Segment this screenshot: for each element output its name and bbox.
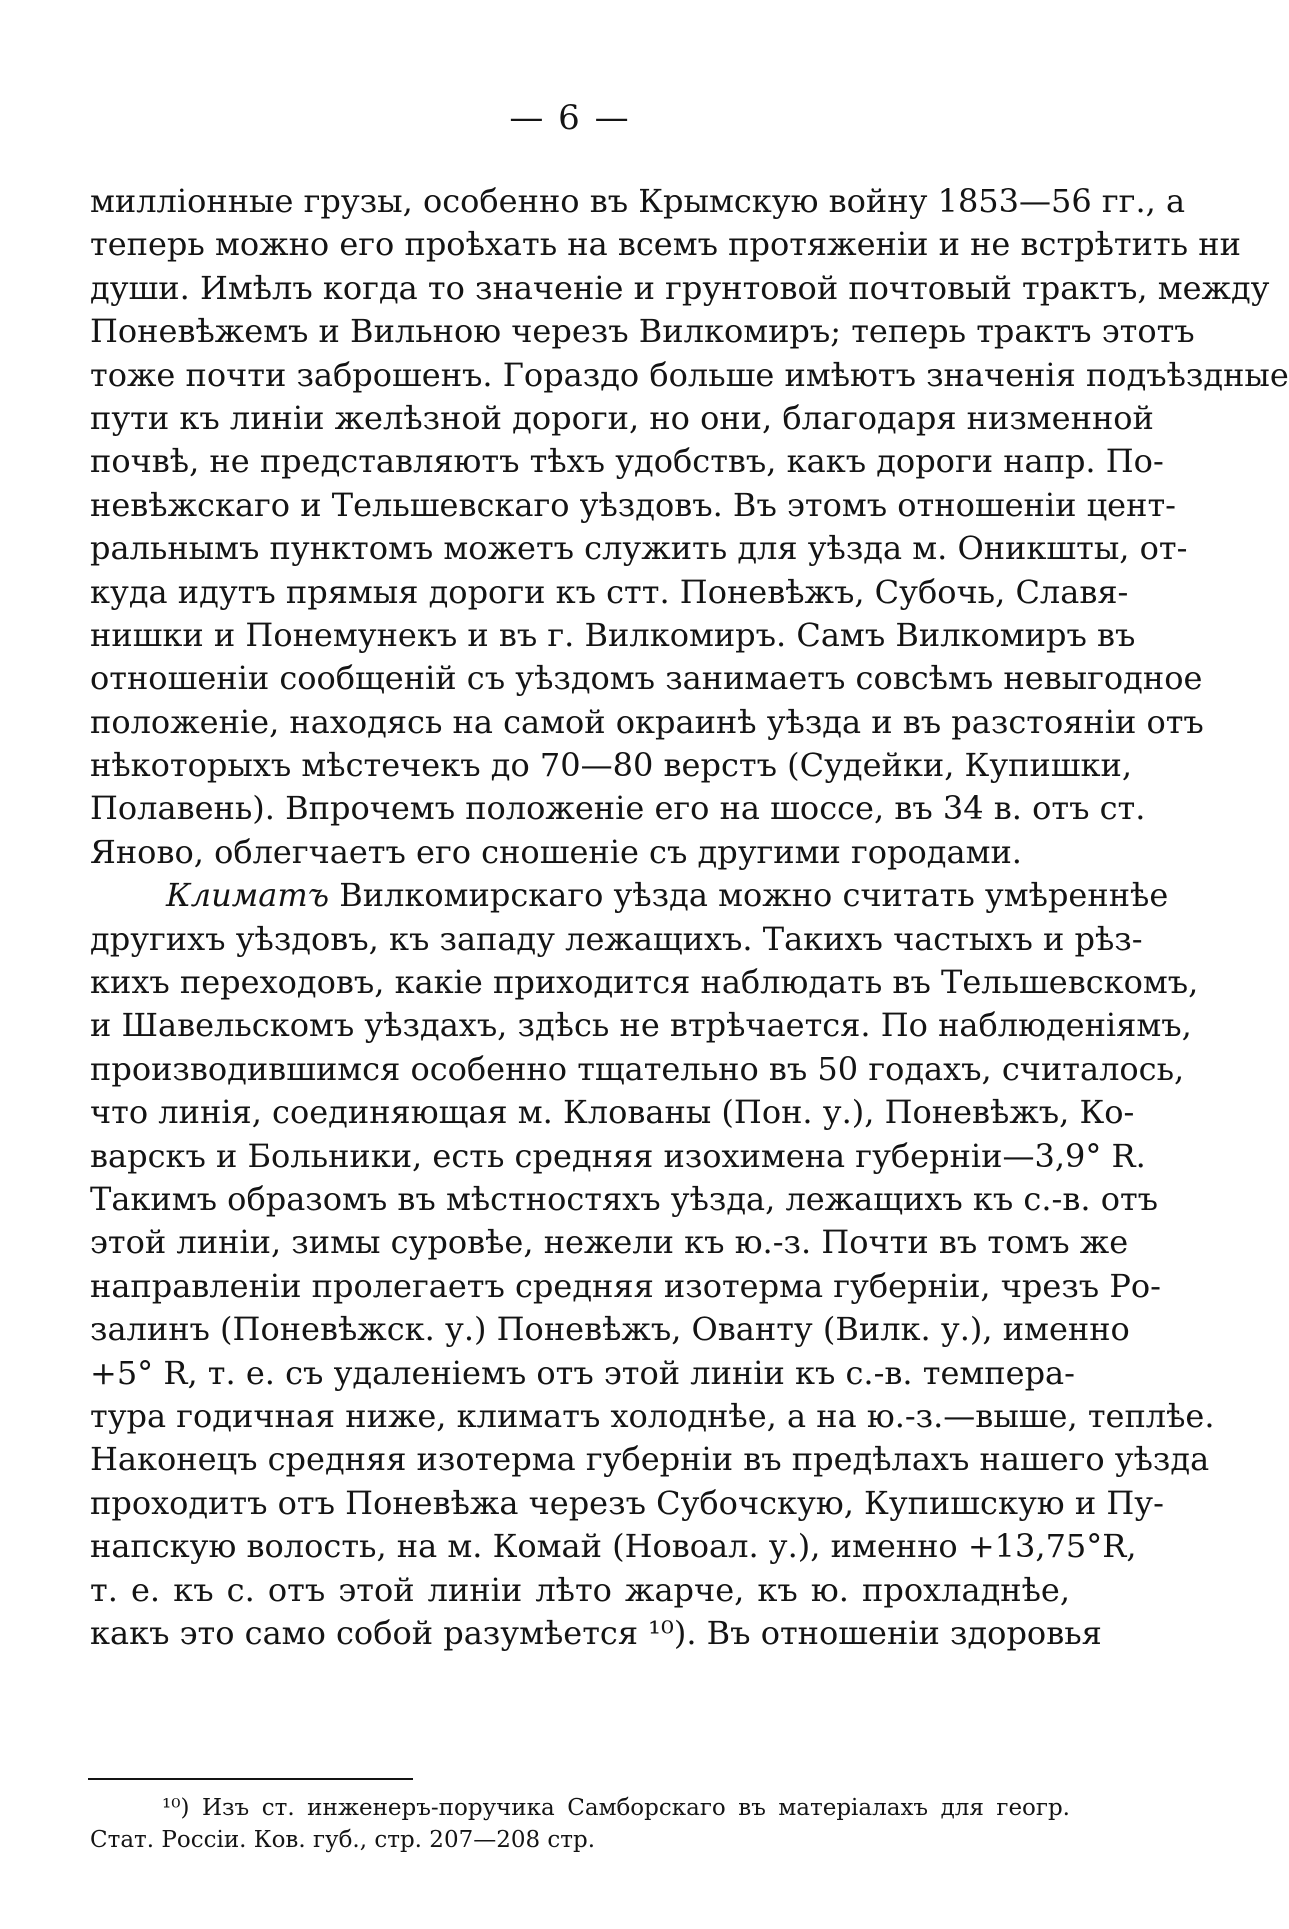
text-line: нишки и Понемунекъ и въ г. Вилкомиръ. Самъ Вилкомиръ въ bbox=[90, 615, 1136, 654]
footnote-line: Стат. Россіи. Ков. губ., стр. 207—208 стр. bbox=[90, 1827, 596, 1853]
text-line: что линія, соединяющая м. Клованы (Пон. у.), Поневѣжъ, Ко- bbox=[90, 1093, 1135, 1132]
italic-term: Климатъ bbox=[166, 876, 330, 915]
text-line: направленіи пролегаетъ средняя изотерма губерніи, чрезъ Ро- bbox=[90, 1266, 1161, 1305]
text-line: Наконецъ средняя изотерма губерніи въ предѣлахъ нашего уѣзда bbox=[90, 1440, 1210, 1479]
text-line: и Шавельскомъ уѣздахъ, здѣсь не втрѣчается. По наблюденіямъ, bbox=[90, 1006, 1192, 1045]
text-line: невѣжскаго и Тельшевскаго уѣздовъ. Въ этомъ отношеніи цент- bbox=[90, 485, 1176, 524]
text-line: варскъ и Больники, есть средняя изохимена губерніи—3,9° R. bbox=[90, 1136, 1146, 1175]
text-line: Такимъ образомъ въ мѣстностяхъ уѣзда, лежащихъ къ с.-в. отъ bbox=[90, 1179, 1159, 1218]
paragraph bbox=[90, 874, 1215, 1655]
text-line: положеніе, находясь на самой окраинѣ уѣзда и въ разстояніи отъ bbox=[90, 702, 1204, 741]
text-line: Полавень). Впрочемъ положеніе его на шоссе, въ 34 в. отъ ст. bbox=[90, 789, 1146, 828]
text-line: кихъ переходовъ, какіе приходится наблюдать въ Тельшевскомъ, bbox=[90, 963, 1199, 1002]
text-line: т. е. къ с. отъ этой линіи лѣто жарче, къ ю. прохладнѣе, bbox=[90, 1570, 1070, 1609]
text-line bbox=[90, 874, 1169, 917]
text-line: души. Имѣлъ когда то значеніе и грунтовой почтовый трактъ, между bbox=[90, 268, 1270, 307]
text-line: тоже почти заброшенъ. Гораздо больше имѣютъ значенія подъѣздные bbox=[90, 355, 1289, 394]
text-line: этой линіи, зимы суровѣе, нежели къ ю.-з. Почти въ томъ же bbox=[90, 1223, 1129, 1262]
text-line: почвѣ, не представляютъ тѣхъ удобствъ, какъ дороги напр. По- bbox=[90, 442, 1164, 481]
paragraph bbox=[90, 180, 1289, 874]
body-text bbox=[90, 180, 1289, 1655]
page-number: — 6 — bbox=[509, 98, 631, 138]
text-line: какъ это само собой разумѣется ¹⁰). Въ отношеніи здоровья bbox=[90, 1613, 1102, 1652]
text-line: другихъ уѣздовъ, къ западу лежащихъ. Такихъ частыхъ и рѣз- bbox=[90, 919, 1143, 958]
text-line: куда идутъ прямыя дороги къ стт. Поневѣжъ, Субочь, Славя- bbox=[90, 572, 1129, 611]
text-line: тура годичная ниже, климатъ холоднѣе, а на ю.-з.—выше, теплѣе. bbox=[90, 1396, 1215, 1435]
footnote-divider bbox=[88, 1778, 413, 1780]
footnote bbox=[90, 1792, 1070, 1856]
text-line: Яново, облегчаетъ его сношеніе съ другими городами. bbox=[90, 832, 1022, 871]
text-line: проходитъ отъ Поневѣжа черезъ Субочскую, Купишскую и Пу- bbox=[90, 1483, 1164, 1522]
footnote-line: ¹⁰) Изъ ст. инженеръ-поручика Самборскаго въ матеріалахъ для геогр. bbox=[162, 1795, 1070, 1821]
text-line: +5° R, т. е. съ удаленіемъ отъ этой линіи къ с.-в. темпера- bbox=[90, 1353, 1075, 1392]
text-fragment: Вилкомирскаго уѣзда можно считать умѣреннѣе bbox=[329, 876, 1169, 915]
text-line: залинъ (Поневѣжск. у.) Поневѣжъ, Ованту (Вилк. у.), именно bbox=[90, 1310, 1130, 1349]
text-line: теперь можно его проѣхать на всемъ протяженіи и не встрѣтить ни bbox=[90, 225, 1241, 264]
text-line: милліонные грузы, особенно въ Крымскую войну 1853—56 гг., а bbox=[90, 182, 1186, 220]
text-line: Поневѣжемъ и Вильною черезъ Вилкомиръ; теперь трактъ этотъ bbox=[90, 312, 1195, 351]
text-line: пути къ линіи желѣзной дороги, но они, благодаря низменной bbox=[90, 398, 1154, 437]
text-line: производившимся особенно тщательно въ 50 годахъ, считалось, bbox=[90, 1049, 1185, 1088]
text-line: нѣкоторыхъ мѣстечекъ до 70—80 верстъ (Судейки, Купишки, bbox=[90, 746, 1133, 785]
text-line: напскую волость, на м. Комай (Новоал. у.), именно +13,75°R, bbox=[90, 1527, 1137, 1566]
text-line: ральнымъ пунктомъ можетъ служить для уѣзда м. Оникшты, от- bbox=[90, 529, 1188, 568]
text-line: отношеніи сообщеній съ уѣздомъ занимаетъ совсѣмъ невыгодное bbox=[90, 659, 1203, 698]
